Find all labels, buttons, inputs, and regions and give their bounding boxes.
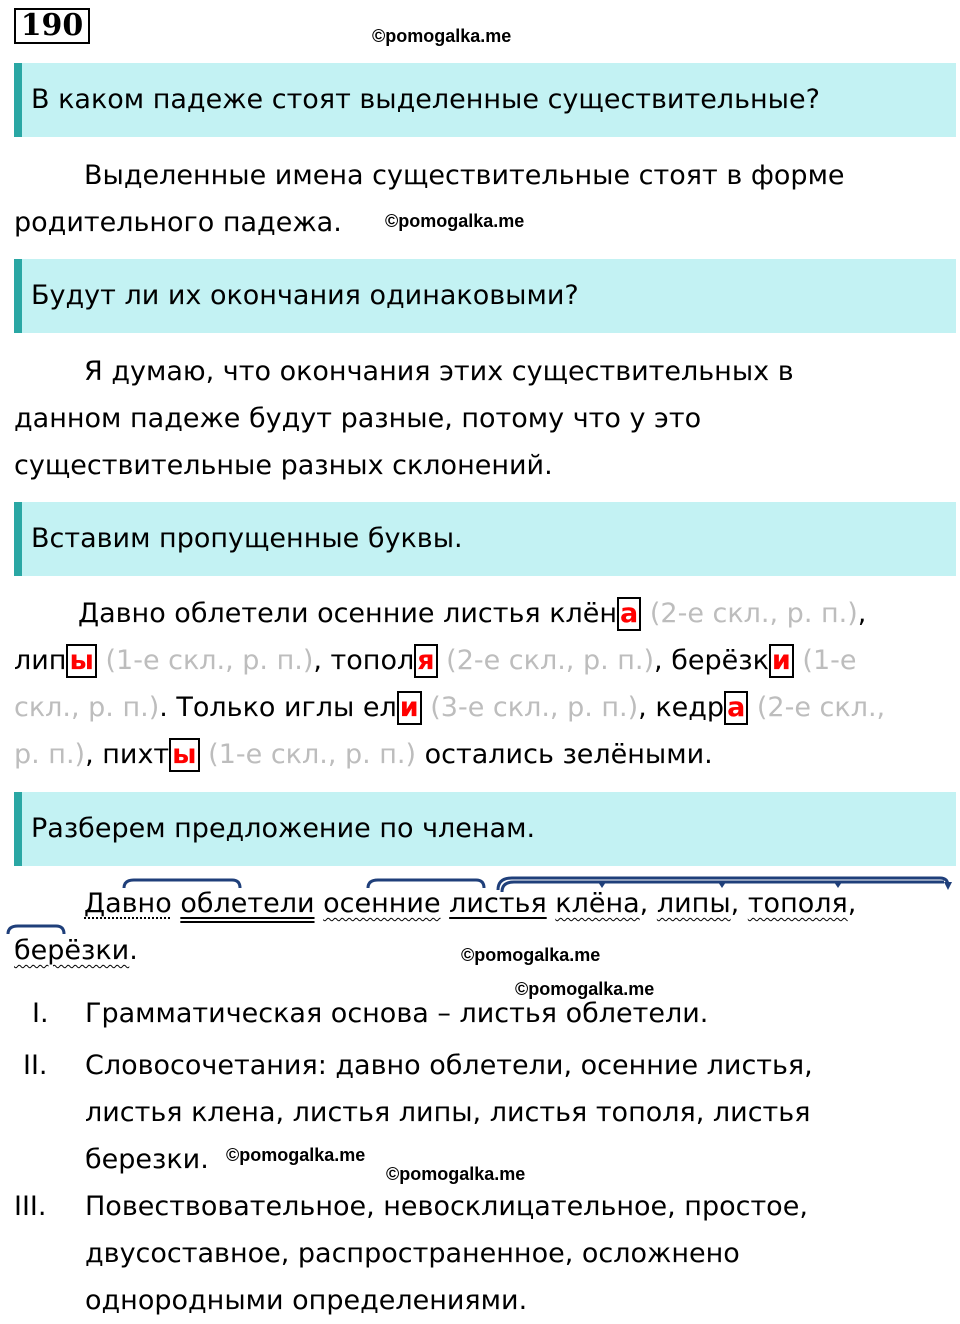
answer-line: родительного падежа. — [14, 207, 342, 238]
word: Давно облетели осенние листья клён — [78, 598, 618, 629]
ending-box: а — [617, 597, 641, 631]
word: , берёзк — [654, 645, 769, 676]
list-line: однородными определениями. — [85, 1285, 528, 1316]
ending-box: и — [397, 691, 422, 725]
ending-box: и — [769, 644, 794, 678]
answer-line: данном падеже будут разные, потому что у это — [14, 403, 702, 434]
declension-note: (2-е скл., р. п.) — [446, 645, 655, 676]
list-line: двусоставное, распространенное, осложнено — [85, 1238, 740, 1269]
word: лип — [14, 645, 67, 676]
question-text: Вставим пропущенные буквы. — [31, 523, 463, 554]
question-text: В каком падеже стоят выделенные существительные? — [31, 84, 820, 115]
list-number: III. — [14, 1191, 47, 1222]
adverb-davno: Давно — [84, 888, 172, 919]
question-text: Разберем предложение по членам. — [31, 813, 536, 844]
answer-line: Я думаю, что окончания этих существительных в — [84, 356, 794, 387]
question-bar-insert — [14, 502, 956, 576]
question-text: Будут ли их окончания одинаковыми? — [31, 280, 579, 311]
ending-box: ы — [66, 644, 96, 678]
declension-note: (1-е скл., р. п.) — [105, 645, 314, 676]
ending-box: ы — [169, 738, 199, 772]
list-number: II. — [23, 1050, 48, 1081]
watermark: ©pomogalka.me — [226, 1145, 366, 1165]
punct: , — [639, 888, 649, 919]
word: , топол — [313, 645, 415, 676]
declension-note: (2-е скл., р. п.) — [649, 598, 858, 629]
declension-note: скл., р. п.) — [14, 692, 160, 723]
question-bar-parse — [14, 792, 956, 866]
attribute-klena: клёна — [555, 888, 640, 919]
attribute-topolya: тополя — [747, 888, 848, 919]
list-item-basis: Грамматическая основа – листья облетели. — [85, 998, 709, 1029]
answer-line: существительные разных склонений. — [14, 450, 553, 481]
word: остались зелёными. — [424, 739, 713, 770]
attribute-osennie: осенние — [323, 888, 441, 919]
punct: , — [730, 888, 740, 919]
word: . Только иглы ел — [159, 692, 397, 723]
answer-endings — [14, 348, 944, 489]
declension-note: (3-е скл., р. п.) — [430, 692, 639, 723]
watermark: ©pomogalka.me — [386, 1164, 526, 1184]
word: , кедр — [638, 692, 725, 723]
list-item-phrases — [85, 1042, 885, 1183]
watermark: ©pomogalka.me — [372, 26, 512, 46]
ending-box: а — [724, 691, 748, 725]
watermark: ©pomogalka.me — [461, 945, 601, 965]
filled-sentence — [14, 590, 954, 778]
exercise-number: 190 — [14, 8, 90, 44]
watermark: ©pomogalka.me — [385, 211, 525, 231]
watermark: ©pomogalka.me — [515, 979, 655, 999]
question-bar-case — [14, 63, 956, 137]
declension-note: (2-е скл., — [756, 692, 886, 723]
attribute-beryozki: берёзки — [14, 935, 130, 966]
list-line: березки. — [85, 1144, 209, 1175]
ending-box: я — [414, 644, 437, 678]
attribute-lipy: липы — [656, 888, 731, 919]
subject-listya: листья — [449, 888, 547, 919]
word: , — [857, 598, 867, 629]
predicate-obleteli: облетели — [180, 888, 315, 919]
answer-line: Выделенные имена существительные стоят в форме — [84, 160, 845, 191]
list-line: листья клена, листья липы, листья тополя, листья — [85, 1097, 811, 1128]
list-number: I. — [32, 998, 49, 1029]
question-bar-endings — [14, 259, 956, 333]
word: , пихт — [85, 739, 170, 770]
punct: . — [129, 935, 138, 966]
list-line: Повествовательное, невосклицательное, простое, — [85, 1191, 808, 1222]
declension-note: р. п.) — [14, 739, 86, 770]
list-item-characteristics — [85, 1183, 885, 1324]
declension-note: (1-е скл., р. п.) — [208, 739, 417, 770]
list-line: Словосочетания: давно облетели, осенние листья, — [85, 1050, 813, 1081]
declension-note: (1-е — [802, 645, 857, 676]
punct: , — [847, 888, 857, 919]
